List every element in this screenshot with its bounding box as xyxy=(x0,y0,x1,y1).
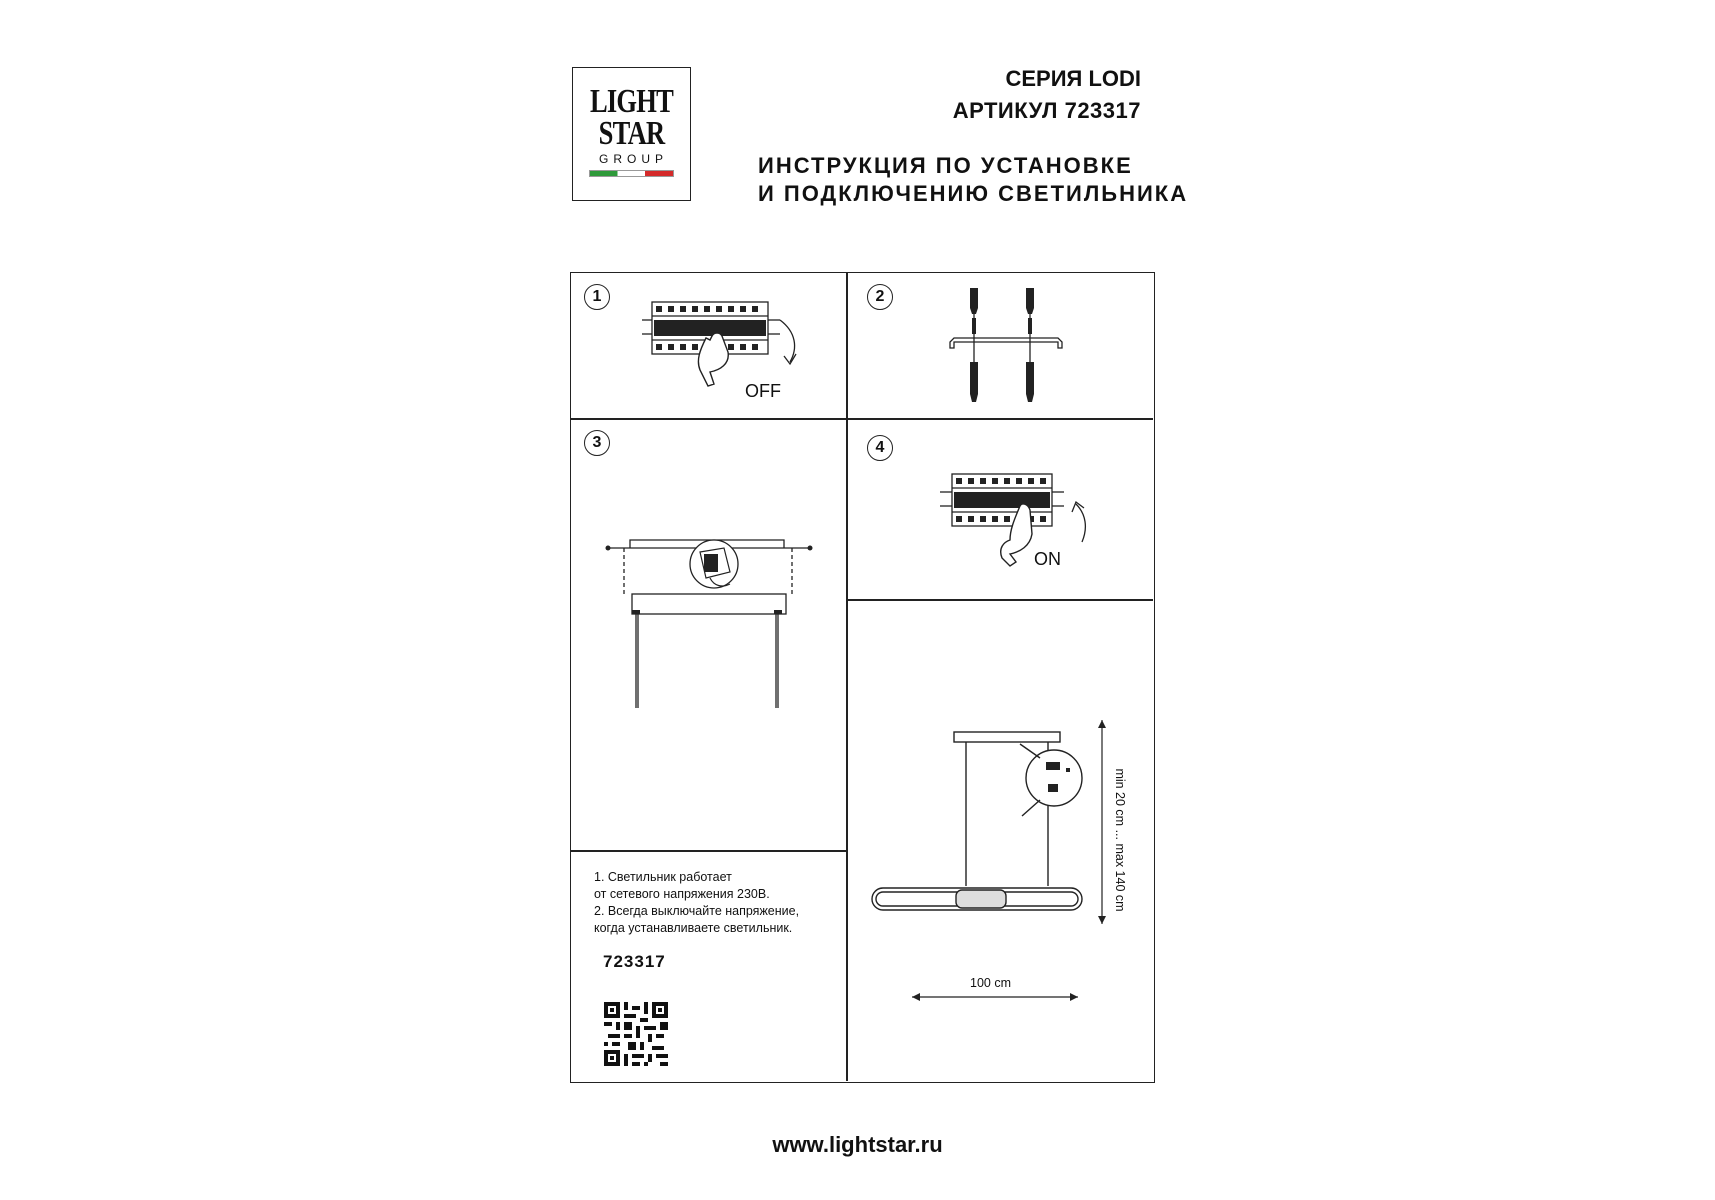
grid-divider-right-row2 xyxy=(846,599,1153,601)
mounting-bracket-illustration xyxy=(948,284,1068,408)
title-line-2: И ПОДКЛЮЧЕНИЮ СВЕТИЛЬНИКА xyxy=(758,181,1189,206)
width-dimension-label: 100 cm xyxy=(970,976,1011,990)
safety-notes xyxy=(594,869,799,937)
grid-divider-vertical xyxy=(846,273,848,1081)
step-1-number: 1 xyxy=(584,284,610,310)
step-4-on-label: ON xyxy=(1034,549,1061,569)
logo-word-star: STAR xyxy=(598,115,665,152)
brand-logo xyxy=(572,67,691,201)
note-line-2: от сетевого напряжения 230В. xyxy=(594,887,770,901)
grid-divider-left-row3 xyxy=(571,850,847,852)
height-dimension-label: min 20 cm ... max 140 cm xyxy=(1113,768,1127,912)
step-2-number: 2 xyxy=(867,284,893,310)
note-line-1: 1. Светильник работает xyxy=(594,870,732,884)
document-title xyxy=(758,152,1188,208)
step-4-number: 4 xyxy=(867,435,893,461)
grid-divider-row1 xyxy=(571,418,1153,420)
article-number: АРТИКУЛ 723317 xyxy=(952,98,1141,123)
logo-word-group: GROUP xyxy=(598,152,668,166)
breaker-off-illustration xyxy=(640,298,810,396)
step-1-off-label: OFF xyxy=(745,381,781,401)
note-line-4: когда устанавливаете светильник. xyxy=(594,921,793,935)
note-line-3: 2. Всегда выключайте напряжение, xyxy=(594,904,800,918)
logo-word-light: LIGHT xyxy=(589,83,674,120)
model-code: 723317 xyxy=(603,952,666,971)
canopy-mounting-illustration xyxy=(600,536,820,716)
qr-code-icon xyxy=(604,1002,668,1066)
height-dimension xyxy=(1110,760,1130,920)
title-line-1: ИНСТРУКЦИЯ ПО УСТАНОВКЕ xyxy=(758,153,1133,178)
width-dimension-arrow xyxy=(910,992,1080,1002)
step-3-number: 3 xyxy=(584,430,610,456)
italian-flag-icon xyxy=(589,170,674,177)
pendant-fixture-illustration xyxy=(870,720,1110,924)
website-link[interactable]: www.lightstar.ru xyxy=(772,1132,943,1157)
breaker-on-illustration xyxy=(940,470,1090,570)
series-name: СЕРИЯ LODI xyxy=(1005,66,1141,91)
